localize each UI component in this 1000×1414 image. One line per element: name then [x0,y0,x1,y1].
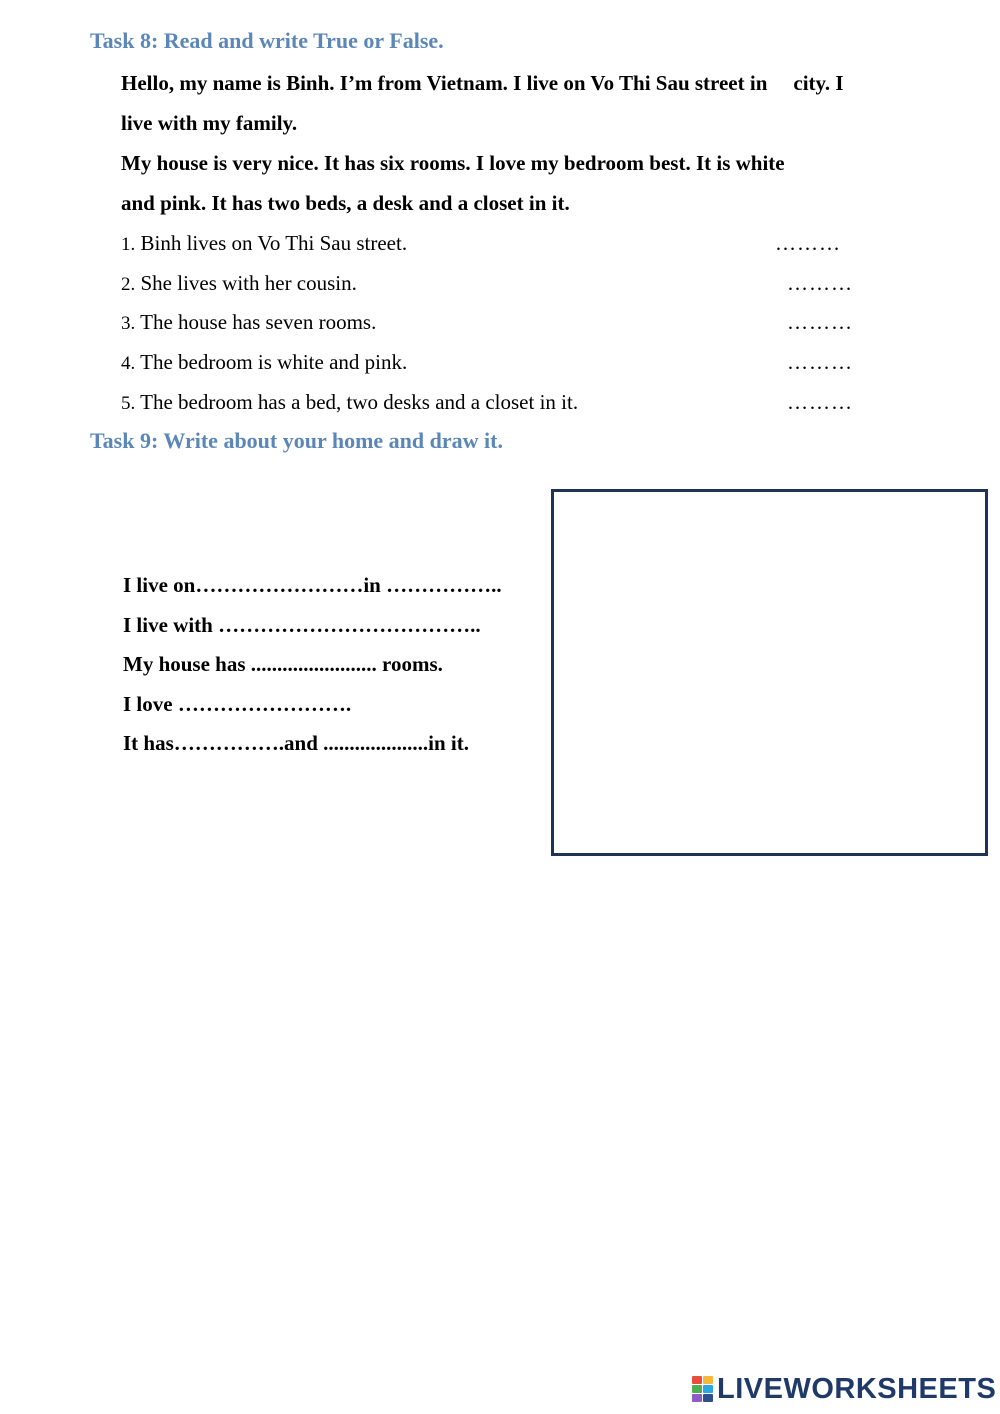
statement-1 [121,231,407,256]
logo-block [703,1376,713,1384]
statement-number: 4. [121,353,136,374]
statement-text: She lives with her cousin. [135,271,357,295]
reading-line-2: live with my family. [121,111,298,135]
logo-block [703,1394,713,1402]
writing-line-5[interactable]: It has…………….and ....................in it. [123,731,469,755]
drawing-box[interactable] [551,489,988,856]
answer-blank-1[interactable]: ……… [775,231,841,255]
task9-heading: Task 9: Write about your home and draw it. [90,428,503,453]
logo-block [692,1385,702,1393]
statement-5 [121,390,578,415]
reading-line-1-part-b: city. I [793,71,844,95]
statement-text: The house has seven rooms. [135,310,377,334]
statement-number: 1. [121,234,136,255]
statement-3 [121,310,376,335]
statement-2 [121,271,357,296]
statement-number: 3. [121,313,136,334]
reading-line-4: and pink. It has two beds, a desk and a closet in it. [121,191,570,215]
writing-line-1[interactable]: I live on……………………in …………….. [123,573,502,597]
statement-text: The bedroom is white and pink. [135,350,408,374]
answer-blank-3[interactable]: ……… [787,310,853,334]
statement-number: 5. [121,393,136,414]
task8-heading: Task 8: Read and write True or False. [90,28,444,53]
logo-block [703,1385,713,1393]
statement-text: The bedroom has a bed, two desks and a closet in it. [135,390,579,414]
statement-4 [121,350,407,375]
reading-line-1 [121,71,844,96]
answer-blank-2[interactable]: ……… [787,271,853,295]
statement-number: 2. [121,274,136,295]
logo-block [692,1394,702,1402]
statement-text: Binh lives on Vo Thi Sau street. [135,231,408,255]
writing-line-4[interactable]: I love ……………………. [123,692,352,716]
writing-line-2[interactable]: I live with ……………………………….. [123,613,481,637]
liveworksheets-logo-text: LIVEWORKSHEETS [717,1372,997,1405]
writing-line-3[interactable]: My house has ........................ rooms. [123,652,443,676]
answer-blank-5[interactable]: ……… [787,390,853,414]
reading-line-1-part-a: Hello, my name is Binh. I’m from Vietnam. I live on Vo Thi Sau street in [121,71,768,95]
answer-blank-4[interactable]: ……… [787,350,853,374]
liveworksheets-logo [692,1374,996,1404]
liveworksheets-logo-icon [692,1376,714,1402]
reading-line-3: My house is very nice. It has six rooms. I love my bedroom best. It is white [121,151,785,175]
logo-block [692,1376,702,1384]
